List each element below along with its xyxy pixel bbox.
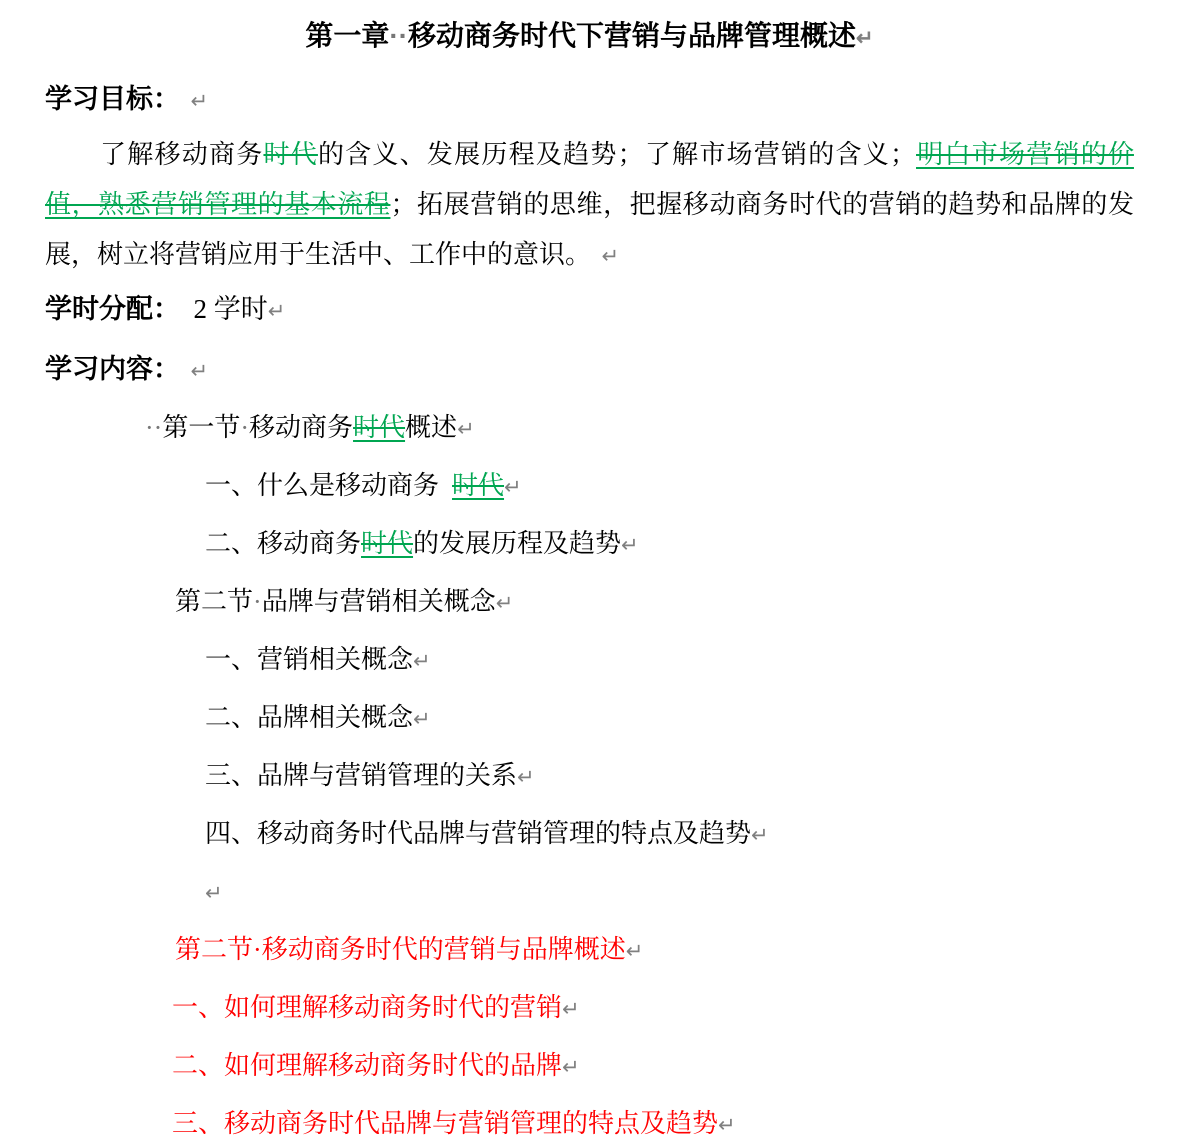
paragraph-mark-icon: ↵ bbox=[180, 89, 209, 113]
paragraph-mark-icon: ↵ bbox=[413, 707, 431, 731]
deleted-text: 时代 bbox=[452, 471, 505, 500]
outline-list bbox=[45, 413, 1134, 1140]
paragraph-mark-icon: ↵ bbox=[751, 823, 769, 847]
deleted-text: 时代 bbox=[263, 140, 318, 169]
text-run: 三、品牌与营销管理的关系 bbox=[205, 761, 518, 790]
deleted-text: 时代 bbox=[361, 529, 414, 558]
text-run: 一、营销相关概念 bbox=[205, 645, 414, 674]
revision-text: · bbox=[253, 935, 262, 964]
paragraph-mark-icon: ↵ bbox=[517, 765, 535, 789]
paragraph-mark-icon: ↵ bbox=[495, 591, 514, 615]
outline-item-2-1 bbox=[205, 645, 1134, 676]
text-run: 移动商务 bbox=[249, 413, 354, 442]
heading-text: 学时分配： bbox=[45, 294, 180, 324]
text-run: 二、品牌相关概念 bbox=[205, 703, 414, 732]
paragraph-mark-icon: ↵ bbox=[267, 299, 286, 323]
paragraph-mark-icon: ↵ bbox=[621, 533, 639, 557]
paragraph-mark-icon: ↵ bbox=[718, 1113, 736, 1137]
objectives-paragraph bbox=[45, 130, 1134, 281]
outline-item-1-1 bbox=[205, 471, 1134, 502]
text-run: 二、移动商务 bbox=[205, 529, 362, 558]
space-marker-icon: · bbox=[253, 587, 262, 616]
revision-text: 一、如何理解移动商务时代的营销 bbox=[172, 993, 563, 1022]
paragraph-mark-icon: ↵ bbox=[562, 1055, 580, 1079]
space-marker-icon: · bbox=[240, 413, 250, 442]
heading-text: 学习目标： bbox=[45, 84, 180, 114]
paragraph-mark-icon: ↵ bbox=[856, 27, 874, 50]
text-run: 移动商务时代下营销与品牌管理概述 bbox=[408, 20, 857, 51]
outline-item-2-3 bbox=[205, 761, 1134, 792]
space-marker-icon: ·· bbox=[145, 413, 163, 442]
outline-red-item-2 bbox=[172, 1051, 1134, 1082]
paragraph-mark-icon: ↵ bbox=[504, 475, 522, 499]
space-marker-icon: ·· bbox=[389, 20, 409, 51]
outline-item-1-2 bbox=[205, 529, 1134, 560]
paragraph-mark-icon: ↵ bbox=[562, 997, 580, 1021]
text-run: 2 学时 bbox=[180, 294, 268, 324]
text-run: 四、移动商务时代品牌与营销管理的特点及趋势 bbox=[205, 819, 752, 848]
text-run: 一、什么是移动商务 bbox=[205, 471, 453, 500]
heading-text: 学习内容： bbox=[45, 354, 180, 384]
revision-text: 移动商务时代的营销与品牌概述 bbox=[261, 935, 626, 964]
paragraph-mark-icon: ↵ bbox=[180, 359, 209, 383]
outline-item-2-2 bbox=[205, 703, 1134, 734]
objectives-heading bbox=[45, 83, 1134, 118]
paragraph-mark-icon: ↵ bbox=[413, 649, 431, 673]
text-run: 第二节 bbox=[175, 587, 254, 616]
revision-text: 三、移动商务时代品牌与营销管理的特点及趋势 bbox=[172, 1109, 719, 1138]
document-title bbox=[45, 14, 1134, 61]
text-run: 的含义、发展历程及趋势；了解市场营销的含义； bbox=[317, 140, 917, 169]
revision-text: 第二节 bbox=[175, 935, 254, 964]
paragraph-mark-icon: ↵ bbox=[205, 881, 223, 905]
outline-section-1 bbox=[145, 413, 1134, 444]
paragraph-mark-icon: ↵ bbox=[625, 939, 644, 963]
text-run: 概述 bbox=[405, 413, 458, 442]
empty-paragraph bbox=[205, 877, 1134, 908]
text-run: 了解移动商务 bbox=[100, 140, 264, 169]
outline-red-item-1 bbox=[172, 993, 1134, 1024]
hours-line bbox=[45, 293, 1134, 328]
deleted-text: 明白市场营销的价值，熟悉营销管理的基本流程 bbox=[45, 140, 1134, 219]
deleted-text: 时代 bbox=[353, 413, 406, 442]
text-run: 第一节 bbox=[162, 413, 241, 442]
outline-item-2-4 bbox=[205, 819, 1134, 850]
outline-red-item-3 bbox=[172, 1109, 1134, 1140]
outline-red-section bbox=[175, 935, 1134, 966]
content-heading bbox=[45, 353, 1134, 388]
paragraph-mark-icon: ↵ bbox=[591, 244, 620, 268]
text-run: 的发展历程及趋势 bbox=[413, 529, 622, 558]
outline-section-2 bbox=[175, 587, 1134, 618]
paragraph-mark-icon: ↵ bbox=[457, 417, 475, 441]
text-run: 品牌与营销相关概念 bbox=[261, 587, 496, 616]
text-run: 第一章 bbox=[305, 20, 390, 51]
text-run: ；拓展营销的思维，把握移动商务时代的营销的趋势和品牌的发展，树立将营销应用于生活中、工作中的意识。 bbox=[45, 190, 1134, 269]
revision-text: 二、如何理解移动商务时代的品牌 bbox=[172, 1051, 563, 1080]
